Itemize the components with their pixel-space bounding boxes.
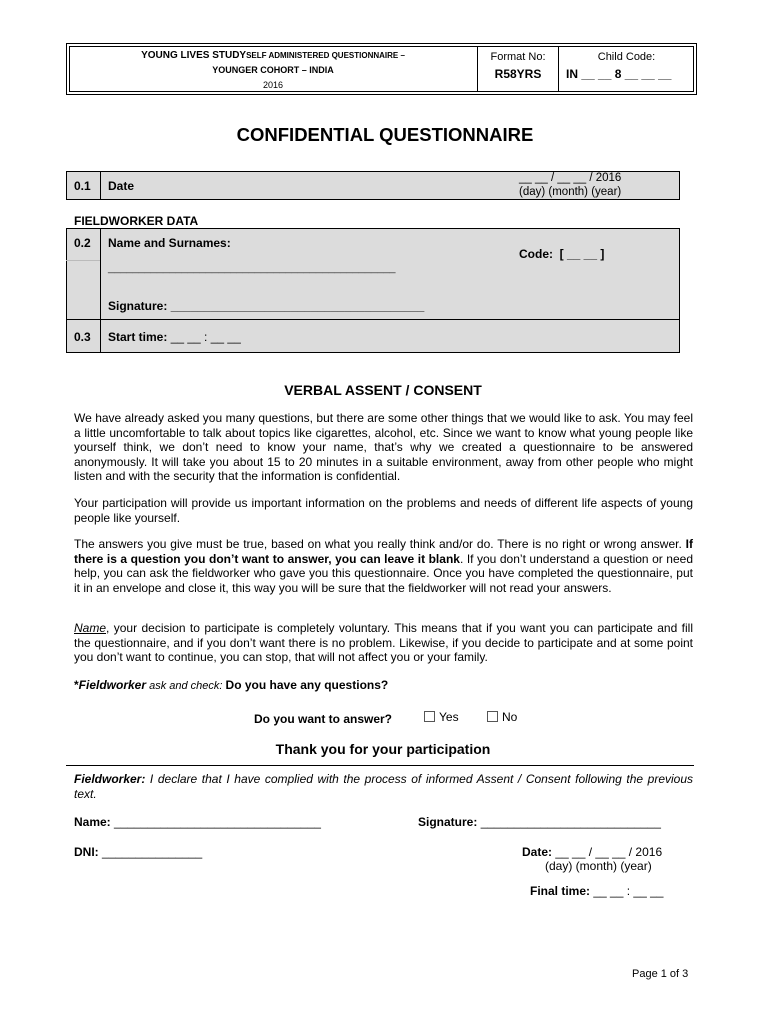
- child-code-label: Child Code:: [597, 51, 656, 63]
- start-time-label: Start time:: [108, 330, 168, 344]
- code-label: Code:: [519, 247, 553, 261]
- header-year: 2016: [262, 80, 284, 90]
- declaration-date-value: __ __ / __ __ / 2016: [555, 845, 663, 859]
- declaration-rule: [66, 765, 694, 766]
- dni-line: _______________: [102, 845, 203, 859]
- thanks-message: Thank you for your participation: [275, 741, 491, 757]
- fieldworker-row-divider: [66, 319, 680, 320]
- no-checkbox[interactable]: [487, 711, 498, 722]
- p4-rest: , your decision to participate is completely voluntary. This means that if you want you can participate and fill the questionnaire, and if you don’t want there is no problem. Likewise, if you decide to participate and at some point you don’t want to continue, you can stop, that will not affect you or your family.: [74, 621, 693, 665]
- consent-paragraph-4: [74, 621, 693, 665]
- date-row-label: Date: [108, 179, 135, 193]
- consent-heading: VERBAL ASSENT / CONSENT: [284, 382, 482, 398]
- fieldworker-left-divider: [66, 260, 100, 261]
- declarant-signature-label: Signature:: [418, 815, 478, 829]
- format-value: R58YRS: [494, 67, 542, 81]
- declaration-lead: Fieldworker:: [74, 772, 146, 786]
- names-label: Name and Surnames:: [108, 236, 231, 250]
- answer-question: Do you want to answer?: [254, 712, 393, 726]
- check-fieldworker: Fieldworker: [78, 678, 147, 692]
- declaration-text: [74, 772, 693, 801]
- consent-paragraph-2: Your participation will provide us important information on the problems and needs of different life aspects of young people like yourself.: [74, 496, 693, 525]
- yes-option[interactable]: [424, 710, 459, 724]
- names-row-number: 0.2: [74, 236, 91, 250]
- declaration-date-hint: (day) (month) (year): [545, 859, 652, 873]
- final-time-label: Final time:: [530, 884, 591, 898]
- code-field[interactable]: [519, 247, 604, 261]
- p4-name: Name: [74, 621, 107, 635]
- declaration-date-field[interactable]: [522, 845, 662, 859]
- date-format-hint: (day) (month) (year): [519, 186, 622, 198]
- fieldworker-check-line: [74, 678, 388, 692]
- fieldworker-col-divider: [100, 228, 101, 353]
- study-title: [69, 50, 477, 61]
- signature-line: ______________________________________: [170, 299, 425, 313]
- check-star: *: [74, 678, 79, 692]
- dni-field[interactable]: [74, 845, 202, 859]
- no-label: No: [502, 710, 518, 724]
- date-row-number: 0.1: [74, 179, 91, 193]
- declarant-name-field[interactable]: [74, 815, 321, 829]
- page-number: Page 1 of 3: [632, 968, 689, 980]
- consent-paragraph-3: [74, 537, 693, 595]
- start-row-number: 0.3: [74, 330, 91, 344]
- final-time-field[interactable]: [530, 884, 663, 898]
- p3-rest: . If you don’t understand a question or need help, you can ask the fieldworker who gave you this questionnaire. Once you have completed the questionnaire, put it in an envelope and close it, this way you will be sure that the fieldworker will not read your answers.: [74, 551, 694, 595]
- declaration-body: I declare that I have complied with the process of informed Assent / Consent following the previous text.: [74, 772, 693, 801]
- dni-label: DNI:: [74, 845, 99, 859]
- signature-field[interactable]: [108, 299, 424, 313]
- child-code-value: IN __ __ 8 __ __ __: [566, 67, 672, 81]
- declarant-name-line: _______________________________: [114, 815, 321, 829]
- format-label: Format No:: [490, 51, 546, 63]
- yes-label: Yes: [439, 710, 459, 724]
- declarant-signature-field[interactable]: [418, 815, 661, 829]
- page-title: CONFIDENTIAL QUESTIONNAIRE: [236, 124, 534, 145]
- check-mid: ask and check:: [146, 680, 226, 692]
- consent-paragraph-1: We have already asked you many questions, but there are some other things that we would like to ask. You may feel a little uncomfortable to talk about topics like cigarettes, alcohol, etc. Since we want to know what young people like yourself think, we don’t need to know your name, that’s why we created a questionnaire to be answered anonymously. It will take you about 15 to 20 minutes in a suitable environment, away from other people who might listen and with the security that the information is confidential.: [74, 411, 693, 484]
- start-time-value: __ __ : __ __: [170, 330, 241, 344]
- cohort-label: YOUNGER COHORT – INDIA: [212, 65, 334, 75]
- p3-emphasis: If there is a question you don’t want to answer, you can leave it blank: [74, 537, 693, 566]
- check-question: Do you have any questions?: [225, 678, 389, 692]
- no-option[interactable]: [487, 710, 517, 724]
- declarant-name-label: Name:: [74, 815, 111, 829]
- final-time-value: __ __ : __ __: [593, 884, 664, 898]
- date-row-divider: [100, 171, 101, 200]
- study-prefix: YOUNG LIVES STUDY: [141, 50, 247, 61]
- code-value: [ __ __ ]: [559, 247, 605, 261]
- p3-intro: The answers you give must be true, based on what you really think and/or do. There is no right or wrong answer.: [74, 537, 686, 551]
- declarant-signature-line: ___________________________: [480, 815, 661, 829]
- names-input-line[interactable]: _______________________________________________: [108, 262, 396, 274]
- declaration-date-label: Date:: [522, 845, 553, 859]
- signature-label: Signature:: [108, 299, 168, 313]
- fieldworker-heading: FIELDWORKER DATA: [74, 214, 199, 228]
- yes-checkbox[interactable]: [424, 711, 435, 722]
- start-time-field[interactable]: [108, 330, 241, 344]
- date-input-line[interactable]: __ __ / __ __ / 2016: [519, 172, 622, 184]
- study-suffix: SELF ADMINISTERED QUESTIONNAIRE –: [246, 51, 405, 60]
